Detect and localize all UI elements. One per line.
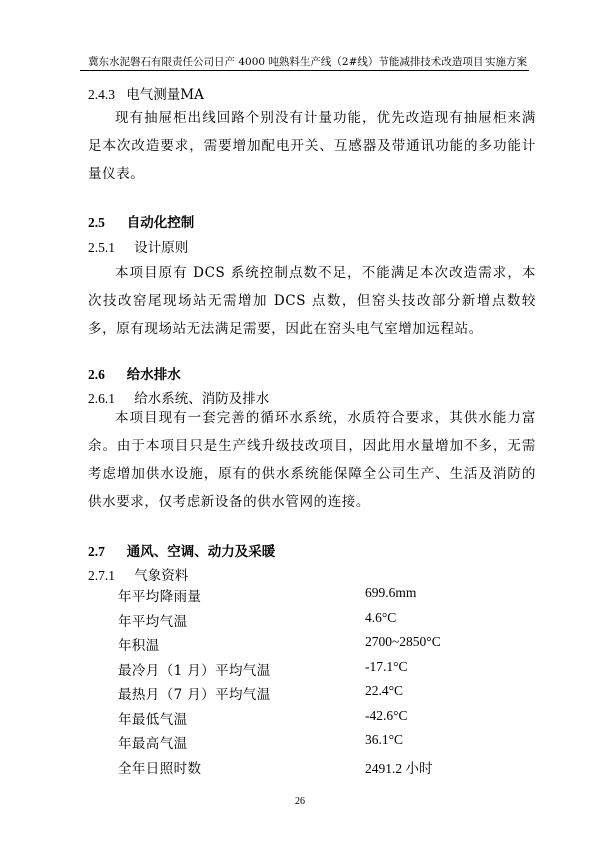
heading-number: 2.7 xyxy=(88,544,105,559)
heading-number: 2.7.1 xyxy=(88,568,115,583)
heading-2-4-3 xyxy=(88,83,536,103)
climate-value: -42.6°C xyxy=(365,707,408,723)
heading-number: 2.6.1 xyxy=(88,391,115,406)
page-header xyxy=(80,52,529,71)
list-item xyxy=(118,732,518,757)
climate-label: 年平均气温 xyxy=(118,613,188,630)
climate-value: 36.1°C xyxy=(365,732,404,747)
paragraph-2-4-3: 现有抽屉柜出线回路个别没有计量功能，优先改造现有抽屉柜来满足本次改造要求，需要增加配电开关、互感器及带通讯功能的多功能计量仪表。 xyxy=(88,110,536,182)
heading-title: 设计原则 xyxy=(134,240,189,256)
climate-value: 2700~2850°C xyxy=(365,634,441,649)
header-section: 实施方案 xyxy=(485,56,527,68)
list-item xyxy=(118,683,518,708)
climate-value: 699.6mm xyxy=(365,585,417,600)
climate-data-list xyxy=(118,585,518,781)
climate-label: 最冷月（1 月）平均气温 xyxy=(118,662,271,679)
heading-number: 2.5 xyxy=(88,215,105,230)
page-number: 26 xyxy=(295,796,305,807)
heading-2-7-1 xyxy=(88,564,536,584)
heading-2-7 xyxy=(88,540,536,560)
list-item xyxy=(118,585,518,610)
climate-label: 年最高气温 xyxy=(118,736,188,752)
list-item xyxy=(118,610,518,635)
heading-number: 2.6 xyxy=(88,367,105,382)
list-item xyxy=(118,708,518,733)
heading-title: 自动化控制 xyxy=(126,215,195,231)
climate-value: 22.4°C xyxy=(365,683,404,698)
heading-title: 电气测量MA xyxy=(126,87,204,103)
climate-label: 年最低气温 xyxy=(118,711,188,728)
list-item xyxy=(118,757,518,782)
list-item xyxy=(118,659,518,684)
paragraph-2-5-1: 本项目原有 DCS 系统控制点数不足，不能满足本次改造需求，本次技改窑尾现场站无需增加 DCS 点数，但窑头技改部分新增点数较多，原有现场站无法满足需要，因此在窑头电气室增加远程站。 xyxy=(88,265,536,337)
heading-title: 通风、空调、动力及采暖 xyxy=(126,544,276,560)
climate-value: -17.1°C xyxy=(365,658,408,674)
heading-title: 气象资料 xyxy=(134,568,189,584)
climate-label: 全年日照时数 xyxy=(118,760,202,777)
climate-label: 最热月（7 月）平均气温 xyxy=(118,687,271,703)
paragraph-2-6-1: 本项目现有一套完善的循环水系统，水质符合要求，其供水能力富余。由于本项目只是生产线升级技改项目，因此用水量增加不多，无需考虑增加供水设施，原有的供水系统能保障全公司生产、生活及消防的供水要求，仅考虑新设备的供水管网的连接。 xyxy=(88,410,536,510)
heading-2-6 xyxy=(88,363,536,383)
climate-label: 年积温 xyxy=(118,638,160,654)
heading-title: 给水排水 xyxy=(126,367,181,383)
header-title: 冀东水泥磐石有限责任公司日产 4000 吨熟料生产线（2#线）节能减排技术改造项目 xyxy=(88,56,484,68)
heading-number: 2.5.1 xyxy=(88,240,115,255)
climate-value: 2491.2 小时 xyxy=(365,760,433,776)
climate-value: 4.6°C xyxy=(365,609,397,625)
list-item xyxy=(118,634,518,659)
heading-title: 给水系统、消防及排水 xyxy=(134,391,270,407)
heading-2-5 xyxy=(88,211,536,231)
climate-label: 年平均降雨量 xyxy=(118,589,202,605)
heading-2-5-1 xyxy=(88,236,536,256)
heading-number: 2.4.3 xyxy=(88,87,115,102)
